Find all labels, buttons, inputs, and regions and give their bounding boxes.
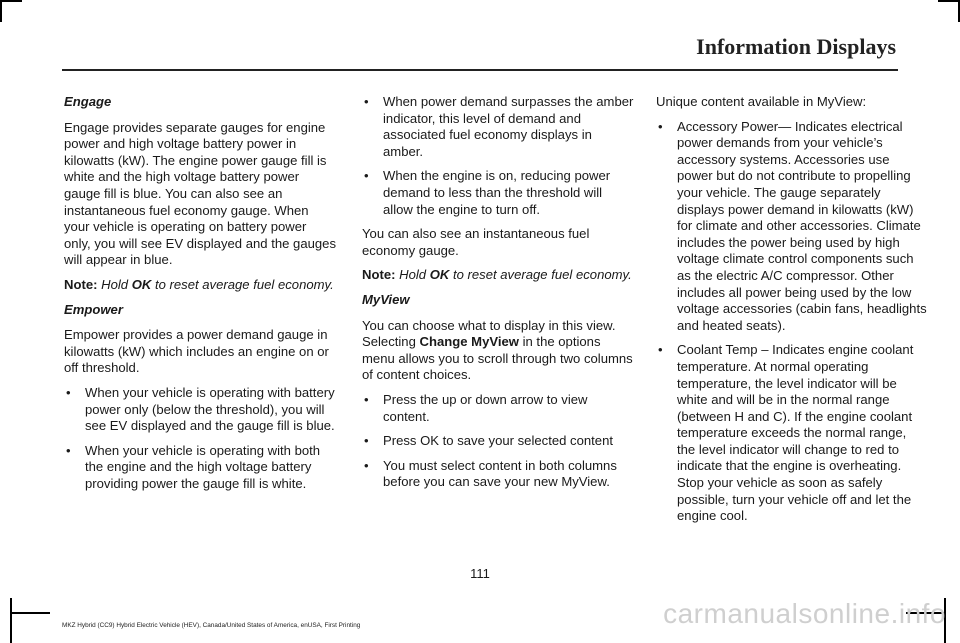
empower-list	[64, 385, 336, 493]
myview-body	[362, 318, 634, 384]
myview-text-pre: You can choose what to display in this view. Selecting	[362, 317, 616, 350]
footer-text: MKZ Hybrid (CC9) Hybrid Electric Vehicle (HEV), Canada/United States of America, enUSA, First Printing	[62, 622, 361, 629]
list-item: • When your vehicle is operating with battery power only (below the threshold), you will see EV displayed and the gauge fill is blue.	[64, 385, 336, 435]
column-1	[64, 94, 336, 500]
engage-body: Engage provides separate gauges for engine power and high voltage battery power in kilowatts (kW). The engine power gauge fill is white and the high voltage battery power gauge fill is blue. You can also see an instantaneous fuel economy gauge. When your vehicle is operating on battery power only, you will see EV displayed and the gauges will appear in blue.	[64, 119, 336, 268]
list-item: • When your vehicle is operating with both the engine and the high voltage battery providing power the gauge fill is white.	[64, 443, 336, 493]
watermark: carmanualsonline.info	[663, 598, 946, 629]
myview-text-post: in the options menu allows you to scroll through two columns of content choices.	[362, 334, 633, 383]
engage-heading: Engage	[64, 94, 112, 109]
myview-list	[362, 392, 634, 491]
crop-mark	[10, 598, 12, 643]
note-ok: OK	[131, 276, 152, 292]
list-item: • Coolant Temp – Indicates engine coolant temperature. At normal operating temperature, the level indicator will be white and will be in the normal range (between H and C). If the engine coolant temperature exceeds the normal range, the level indicator will change to red to indicate that the engine is overheating. Stop your vehicle as soon as safely possible, turn your vehicle off and let the engine cool.	[656, 342, 928, 525]
column-3	[656, 94, 928, 533]
list-item: • When the engine is on, reducing power demand to less than the threshold will allow the engine to turn off.	[362, 168, 634, 218]
note-text-pre: Hold	[101, 276, 132, 292]
change-myview-label: Change MyView	[419, 334, 519, 350]
myview-heading: MyView	[362, 291, 410, 307]
note-label: Note:	[362, 267, 396, 283]
note-label: Note:	[64, 276, 98, 292]
list-item: • You must select content in both columns before you can save your new MyView.	[362, 458, 634, 491]
note-text-post: to reset average fuel economy.	[151, 276, 334, 292]
myview-intro: Unique content available in MyView:	[656, 94, 867, 109]
crop-mark	[0, 0, 22, 2]
note-text-post: to reset average fuel economy.	[449, 267, 632, 283]
page-title: Information Displays	[696, 34, 896, 59]
list-item: • Accessory Power— Indicates electrical power demands from your vehicle’s accessory systems. Accessories use power but do not contribute to propelling your vehicle. The gauge separately displays power demand in kilowatts (kW) for climate and other accessories. Climate includes the power being used by high voltage climate control components such as the electric A/C compressor. Other includes all power being used by the low voltage accessories (cabin fans, headlights and heated seats).	[656, 119, 928, 335]
note-text-pre: Hold	[399, 267, 430, 283]
page-number: 111	[470, 566, 490, 581]
note-ok: OK	[429, 267, 450, 283]
instant-fuel-text: You can also see an instantaneous fuel economy gauge.	[362, 226, 590, 258]
list-item: • Press the up or down arrow to view content.	[362, 392, 634, 425]
myview-content-list	[656, 119, 928, 525]
list-item: • Press OK to save your selected content	[362, 433, 634, 450]
crop-mark	[0, 0, 2, 22]
crop-mark	[938, 0, 960, 2]
engage-note	[64, 277, 336, 294]
crop-mark	[10, 612, 50, 614]
empower-note	[362, 267, 634, 284]
header-rule	[62, 69, 898, 71]
list-item: • When power demand surpasses the amber indicator, this level of demand and associated fuel economy displays in amber.	[362, 94, 634, 160]
power-demand-list	[362, 94, 634, 218]
empower-body: Empower provides a power demand gauge in kilowatts (kW) which includes an engine on or off threshold.	[64, 327, 329, 376]
empower-heading: Empower	[64, 301, 123, 317]
column-2	[362, 94, 634, 499]
